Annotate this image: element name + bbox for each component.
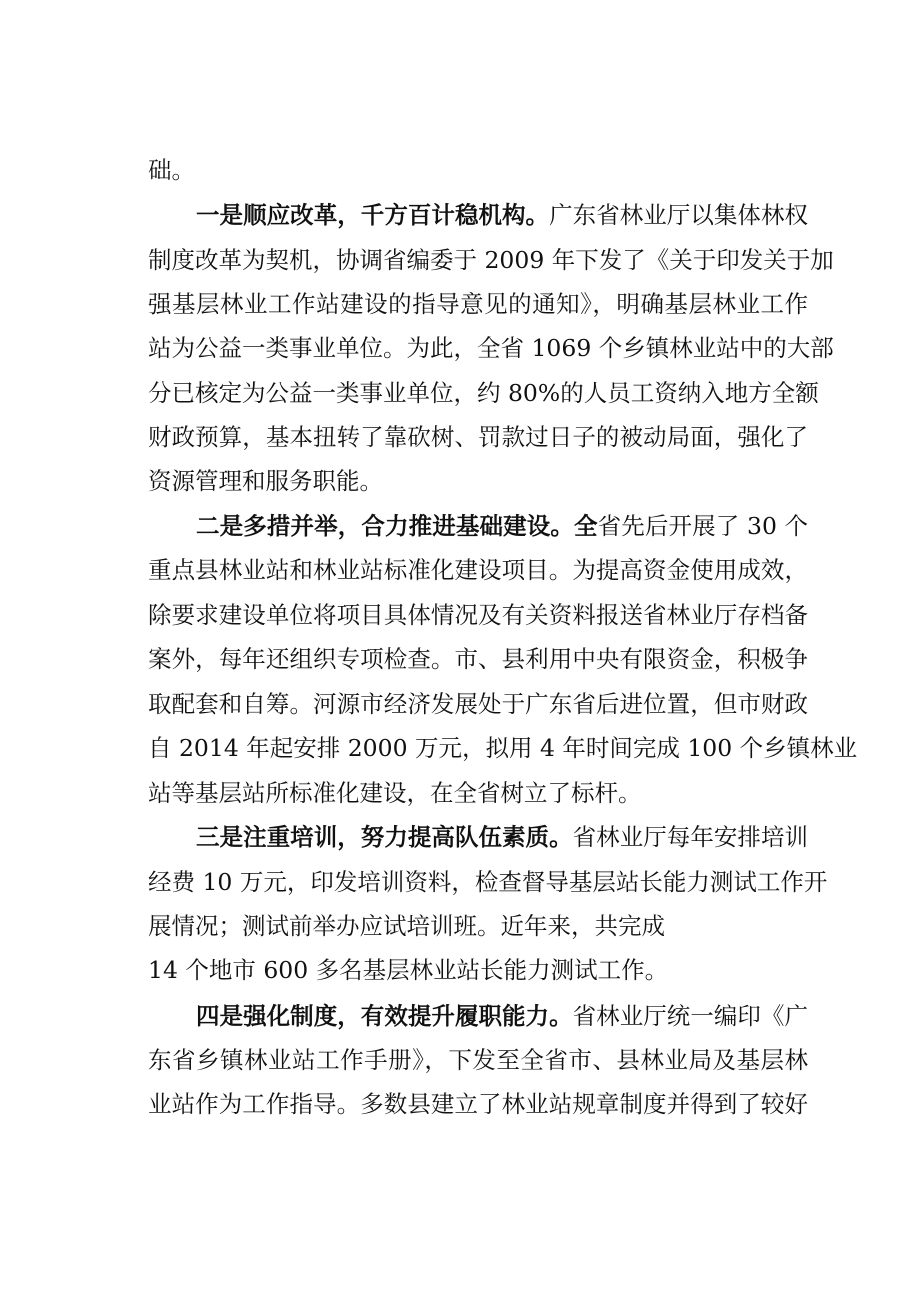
paragraph-text: 重点县林业站和林业站标准化建设项目。为提高资金使用成效， bbox=[148, 556, 808, 584]
paragraph-text: 取配套和自筹。河源市经济发展处于广东省后进位置，但市财政 bbox=[148, 690, 808, 718]
paragraph-line bbox=[148, 328, 834, 368]
paragraph-text: 自 2014 年起安排 2000 万元，拟用 4 年时间完成 100 个乡镇林业 bbox=[148, 734, 858, 762]
paragraph-text: 14 个地市 600 多名基层林业站长能力测试工作。 bbox=[148, 956, 669, 984]
paragraph-line bbox=[148, 417, 808, 457]
paragraph-line bbox=[148, 906, 808, 946]
paragraph-line bbox=[148, 150, 808, 190]
paragraph-line bbox=[148, 773, 808, 813]
paragraph-text: 省林业厅每年安排培训 bbox=[572, 823, 809, 851]
paragraph-first-line bbox=[196, 195, 808, 235]
paragraph-line bbox=[148, 595, 808, 635]
paragraph-text: 案外，每年还组织专项检查。市、县利用中央有限资金，积极争 bbox=[148, 645, 808, 673]
section-heading: 四是强化制度，有效提升履职能力。 bbox=[196, 1002, 573, 1030]
paragraph-text: 财政预算，基本扭转了靠砍树、罚款过日子的被动局面，强化了 bbox=[148, 423, 808, 451]
paragraph-line bbox=[148, 461, 808, 501]
section-heading: 三是注重培训，努力提高队伍素质。 bbox=[196, 823, 573, 851]
paragraph-line bbox=[148, 728, 858, 768]
paragraph-text: 广东省林业厅以集体林权 bbox=[549, 201, 809, 229]
section-heading: 一是顺应改革，千方百计稳机构。 bbox=[196, 201, 550, 229]
paragraph-text: 省林业厅统一编印《广 bbox=[572, 1002, 809, 1030]
paragraph-line bbox=[148, 1040, 808, 1080]
paragraph-line bbox=[148, 284, 808, 324]
paragraph-text: 站为公益一类事业单位。为此，全省 1069 个乡镇林业站中的大部 bbox=[148, 334, 834, 362]
paragraph-line bbox=[148, 950, 808, 990]
paragraph-first-line bbox=[196, 506, 808, 546]
paragraph-text: 业站作为工作指导。多数县建立了林业站规章制度并得到了较好 bbox=[148, 1090, 808, 1118]
paragraph-line bbox=[148, 1084, 808, 1124]
paragraph-line bbox=[148, 550, 808, 590]
paragraph-text: 强基层林业工作站建设的指导意见的通知》，明确基层林业工作 bbox=[148, 290, 808, 318]
paragraph-text: 础。 bbox=[148, 156, 195, 184]
paragraph-first-line bbox=[196, 996, 808, 1036]
paragraph-text: 东省乡镇林业站工作手册》，下发至全省市、县林业局及基层林 bbox=[148, 1046, 808, 1074]
paragraph-line bbox=[148, 639, 808, 679]
paragraph-line bbox=[148, 240, 834, 280]
paragraph-line bbox=[148, 373, 819, 413]
paragraph-first-line bbox=[196, 817, 808, 857]
paragraph-text: 资源管理和服务职能。 bbox=[148, 467, 383, 495]
paragraph-text: 省先后开展了 30 个 bbox=[597, 512, 809, 540]
paragraph-line bbox=[148, 684, 808, 724]
paragraph-text: 经费 10 万元，印发培训资料，检查督导基层站长能力测试工作开 bbox=[148, 868, 828, 896]
paragraph-text: 站等基层站所标准化建设，在全省树立了标杆。 bbox=[148, 779, 642, 807]
section-heading: 二是多措并举，合力推进基础建设。全 bbox=[196, 512, 598, 540]
paragraph-text: 制度改革为契机，协调省编委于 2009 年下发了《关于印发关于加 bbox=[148, 246, 834, 274]
paragraph-text: 分已核定为公益一类事业单位，约 80%的人员工资纳入地方全额 bbox=[148, 379, 819, 407]
paragraph-text: 展情况；测试前举办应试培训班。近年来，共完成 bbox=[148, 912, 665, 940]
paragraph-text: 除要求建设单位将项目具体情况及有关资料报送省林业厅存档备 bbox=[148, 601, 808, 629]
paragraph-line bbox=[148, 862, 828, 902]
